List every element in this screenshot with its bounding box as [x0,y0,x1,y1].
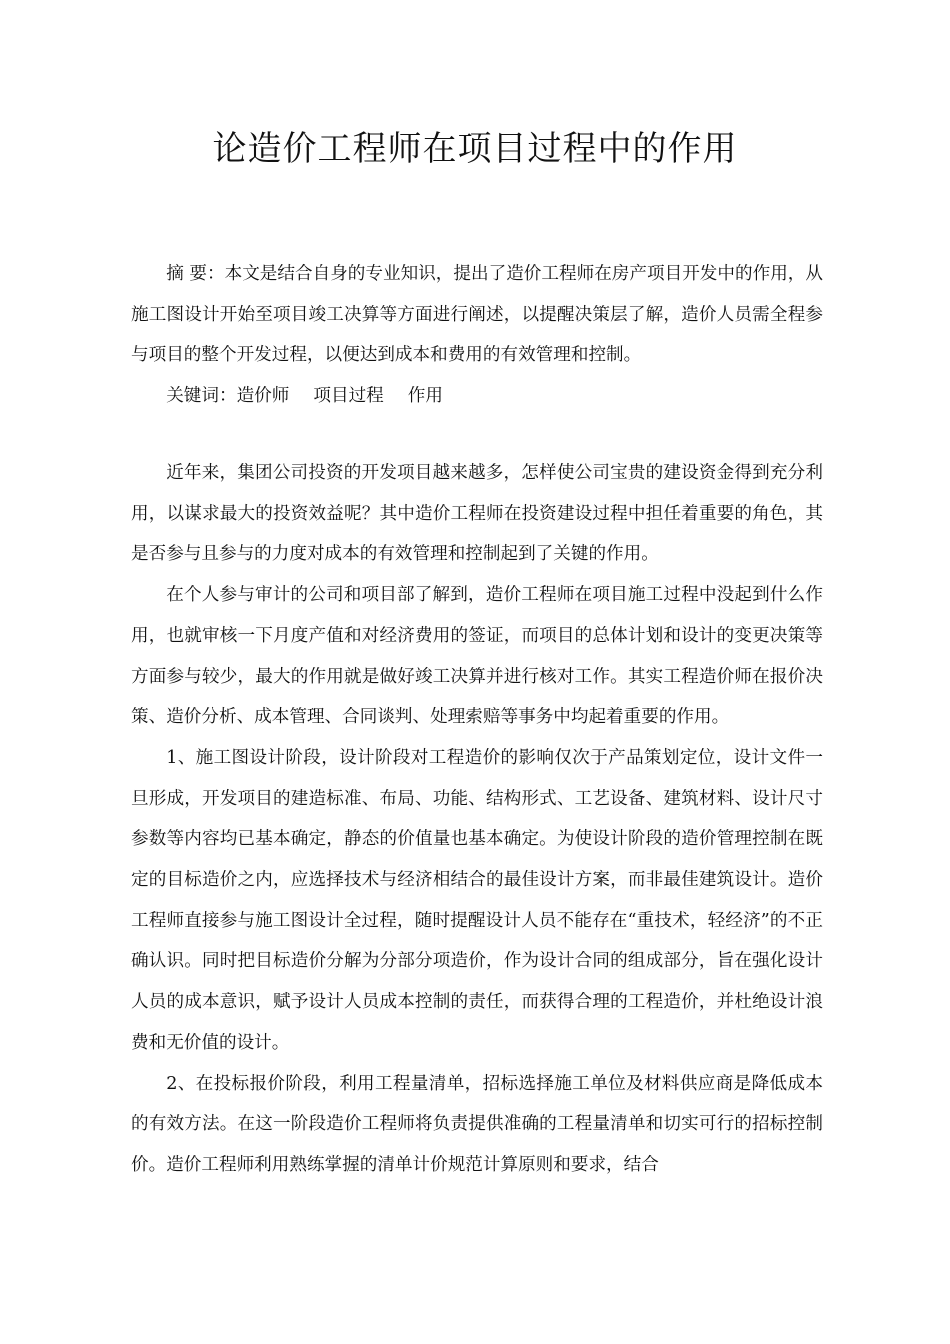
document-title: 论造价工程师在项目过程中的作用 [212,129,738,169]
keywords-section [131,376,823,417]
keywords-line [131,376,823,417]
keyword-item: 造价师 [236,386,290,406]
body-paragraph: 在个人参与审计的公司和项目部了解到，造价工程师在项目施工过程中没起到什么作用，也就审核一下月度产值和对经济费用的签证，而项目的总体计划和设计的变更决策等方面参与较少，最大的作用就是做好竣工决算并进行核对工作。其实工程造价师在报价决策、造价分析、成本管理、合同谈判、处理索赔等事务中均起着重要的作用。 [131,585,823,728]
abstract-text: 本文是结合自身的专业知识，提出了造价工程师在房产项目开发中的作用，从施工图设计开始至项目竣工决算等方面进行阐述，以提醒决策层了解，造价人员需全程参与项目的整个开发过程，以便达到成本和费用的有效管理和控制。 [131,264,823,366]
keywords-label: 关键词： [166,386,237,406]
keyword-item: 作用 [407,386,443,406]
keyword-item: 项目过程 [313,386,384,406]
body-paragraph: 1、施工图设计阶段，设计阶段对工程造价的影响仅次于产品策划定位，设计文件一旦形成，开发项目的建造标准、布局、功能、结构形式、工艺设备、建筑材料、设计尺寸参数等内容均已基本确定，静态的价值量也基本确定。为使设计阶段的造价管理控制在既定的目标造价之内，应选择技术与经济相结合的最佳设计方案，而非最佳建筑设计。造价工程师直接参与施工图设计全过程，随时提醒设计人员不能存在“重技术，轻经济”的不正确认识。同时把目标造价分解为分部分项造价，作为设计合同的组成部分，旨在强化设计人员的成本意识，赋予设计人员成本控制的责任，而获得合理的工程造价，并杜绝设计浪费和无价值的设计。 [131,747,823,1053]
abstract-label: 摘 要： [166,264,225,284]
body-paragraph: 近年来，集团公司投资的开发项目越来越多，怎样使公司宝贵的建设资金得到充分利用，以谋求最大的投资效益呢？其中造价工程师在投资建设过程中担任着重要的角色，其是否参与且参与的力度对成本的有效管理和控制起到了关键的作用。 [131,463,823,565]
abstract-section [131,254,823,376]
abstract-paragraph [131,254,823,376]
body-paragraph: 2、在投标报价阶段，利用工程量清单，招标选择施工单位及材料供应商是降低成本的有效方法。在这一阶段造价工程师将负责提供准确的工程量清单和切实可行的招标控制价。造价工程师利用熟练掌握的清单计价规范计算原则和要求，结合 [131,1073,823,1175]
body-text [131,453,823,1186]
